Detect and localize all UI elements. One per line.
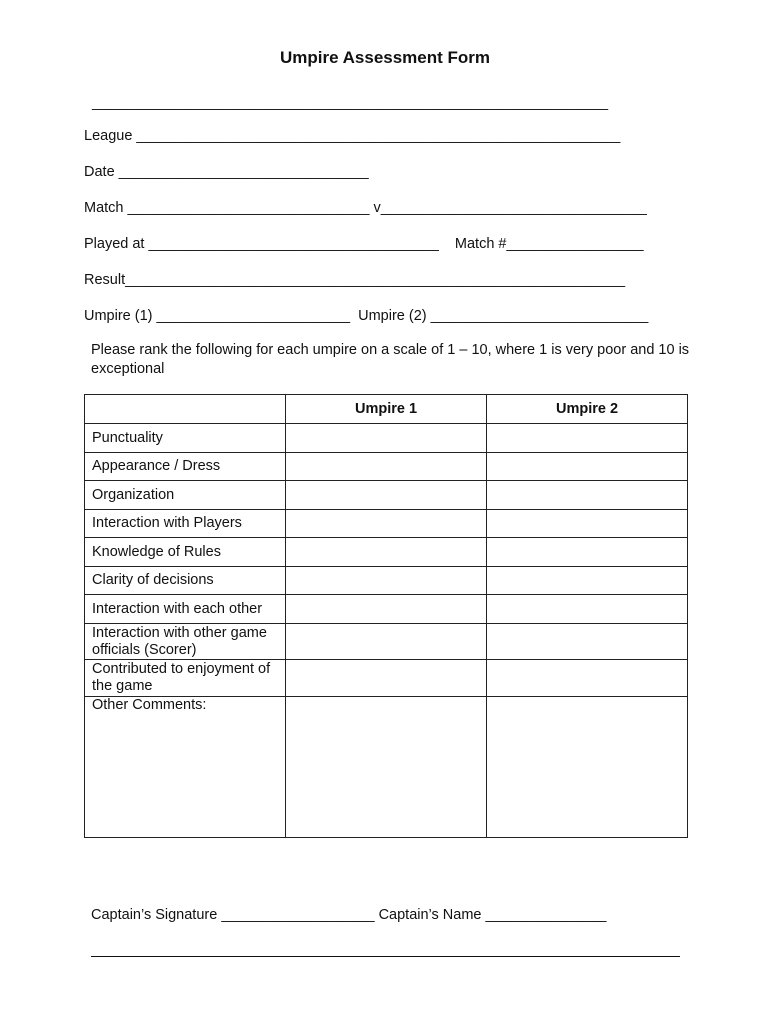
bottom-blank-line[interactable] [91,956,680,957]
criteria-knowledge-rules: Knowledge of Rules [85,538,286,567]
header-umpire-1: Umpire 1 [286,395,487,424]
top-blank-line[interactable]: ________________________________________________________________ [92,95,609,111]
score-cell-umpire-1[interactable] [286,624,487,660]
table-row [85,660,688,697]
umpires-field[interactable]: Umpire (1) ________________________ Umpire (2) ___________________________ [84,308,649,324]
score-cell-umpire-2[interactable] [487,538,688,567]
score-cell-umpire-1[interactable] [286,567,487,595]
instructions-text: Please rank the following for each umpire on a scale of 1 – 10, where 1 is very poor and 10 is exceptional [91,342,690,377]
table-row [85,567,688,595]
header-umpire-2: Umpire 2 [487,395,688,424]
score-cell-umpire-2[interactable] [487,624,688,660]
criteria-appearance: Appearance / Dress [85,453,286,481]
score-cell-umpire-1[interactable] [286,538,487,567]
criteria-interaction-each-other: Interaction with each other [85,595,286,624]
table-row [85,624,688,660]
score-cell-umpire-1[interactable] [286,453,487,481]
assessment-table [84,394,688,838]
score-cell-umpire-2[interactable] [487,567,688,595]
criteria-organization: Organization [85,481,286,510]
table-row [85,481,688,510]
result-field[interactable]: Result______________________________________________________________ [84,272,626,288]
score-cell-umpire-1[interactable] [286,595,487,624]
comments-cell-umpire-2[interactable] [487,697,688,838]
score-cell-umpire-1[interactable] [286,510,487,538]
form-title: Umpire Assessment Form [279,48,491,67]
played-at-field[interactable]: Played at ____________________________________ Match #_________________ [84,236,644,252]
score-cell-umpire-2[interactable] [487,595,688,624]
score-cell-umpire-1[interactable] [286,481,487,510]
criteria-punctuality: Punctuality [85,424,286,453]
table-header-row [85,395,688,424]
captain-signature-field[interactable]: Captain’s Signature ___________________ Captain’s Name _______________ [91,907,607,923]
table-row [85,453,688,481]
league-field[interactable]: League ____________________________________________________________ [84,128,621,144]
score-cell-umpire-2[interactable] [487,660,688,697]
table-row [85,595,688,624]
match-field[interactable]: Match ______________________________ v_________________________________ [84,200,647,216]
criteria-enjoyment: Contributed to enjoyment of the game [85,660,286,697]
comments-cell-umpire-1[interactable] [286,697,487,838]
criteria-clarity-decisions: Clarity of decisions [85,567,286,595]
table-row-comments [85,697,688,838]
criteria-interaction-players: Interaction with Players [85,510,286,538]
score-cell-umpire-1[interactable] [286,424,487,453]
date-field[interactable]: Date _______________________________ [84,164,369,180]
score-cell-umpire-2[interactable] [487,453,688,481]
score-cell-umpire-1[interactable] [286,660,487,697]
table-row [85,424,688,453]
score-cell-umpire-2[interactable] [487,481,688,510]
criteria-interaction-officials: Interaction with other game officials (Scorer) [85,624,286,660]
header-criteria [85,395,286,424]
criteria-other-comments: Other Comments: [85,697,286,838]
table-row [85,510,688,538]
score-cell-umpire-2[interactable] [487,510,688,538]
table-row [85,538,688,567]
score-cell-umpire-2[interactable] [487,424,688,453]
